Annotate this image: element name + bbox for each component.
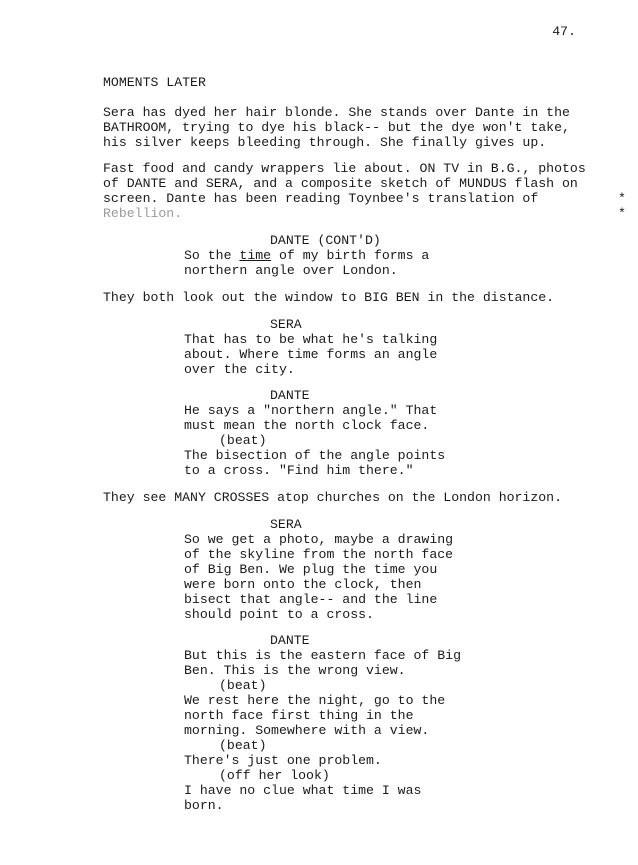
dialogue-line: north face first thing in the xyxy=(184,708,414,723)
action-line: Rebellion. xyxy=(103,206,183,221)
dialogue-line: to a cross. "Find him there." xyxy=(184,463,414,478)
dialogue-line: were born onto the clock, then xyxy=(184,577,422,592)
character-name: SERA xyxy=(270,317,302,332)
dialogue-line: I have no clue what time I was xyxy=(184,783,422,798)
dialogue-line: The bisection of the angle points xyxy=(184,448,446,463)
page-number: 47. xyxy=(552,24,576,39)
dialogue-line: Ben. This is the wrong view. xyxy=(184,663,406,678)
dialogue-line: should point to a cross. xyxy=(184,607,374,622)
parenthetical: (beat) xyxy=(219,678,267,693)
slugline: MOMENTS LATER xyxy=(103,75,206,90)
dialogue-line: about. Where time forms an angle xyxy=(184,347,438,362)
action-line: They both look out the window to BIG BEN in the distance. xyxy=(103,290,555,305)
dialogue-line: northern angle over London. xyxy=(184,263,398,278)
parenthetical: (beat) xyxy=(219,433,267,448)
action-line: BATHROOM, trying to dye his black-- but the dye won't take, xyxy=(103,120,570,135)
action-line: screen. Dante has been reading Toynbee's translation of xyxy=(103,191,539,206)
action-line: Fast food and candy wrappers lie about. ON TV in B.G., photos xyxy=(103,161,586,176)
character-name: SERA xyxy=(270,517,302,532)
character-name: DANTE (CONT'D) xyxy=(270,233,381,248)
dialogue-line: of Big Ben. We plug the time you xyxy=(184,562,438,577)
dialogue-line: of the skyline from the north face xyxy=(184,547,454,562)
dialogue-line: That has to be what he's talking xyxy=(184,332,438,347)
revision-mark: * xyxy=(618,206,626,221)
action-line: They see MANY CROSSES atop churches on the London horizon. xyxy=(103,490,562,505)
parenthetical: (off her look) xyxy=(219,768,330,783)
dialogue-line: He says a "northern angle." That xyxy=(184,403,438,418)
dialogue-line: bisect that angle-- and the line xyxy=(184,592,438,607)
dialogue-line: So we get a photo, maybe a drawing xyxy=(184,532,454,547)
dialogue-line: But this is the eastern face of Big xyxy=(184,648,461,663)
dialogue-line: morning. Somewhere with a view. xyxy=(184,723,430,738)
action-line: Sera has dyed her hair blonde. She stands over Dante in the xyxy=(103,105,570,120)
revision-mark: * xyxy=(618,191,626,206)
character-name: DANTE xyxy=(270,388,310,403)
parenthetical: (beat) xyxy=(219,738,267,753)
dialogue-line: So the time of my birth forms a xyxy=(184,248,430,263)
dialogue-line: We rest here the night, go to the xyxy=(184,693,446,708)
dialogue-line: over the city. xyxy=(184,362,295,377)
character-name: DANTE xyxy=(270,633,310,648)
action-line: of DANTE and SERA, and a composite sketch of MUNDUS flash on xyxy=(103,176,578,191)
dialogue-line: must mean the north clock face. xyxy=(184,418,430,433)
action-line: his silver keeps bleeding through. She finally gives up. xyxy=(103,135,547,150)
underlined-word: time xyxy=(239,248,272,263)
dialogue-line: born. xyxy=(184,798,224,813)
dialogue-line: There's just one problem. xyxy=(184,753,382,768)
